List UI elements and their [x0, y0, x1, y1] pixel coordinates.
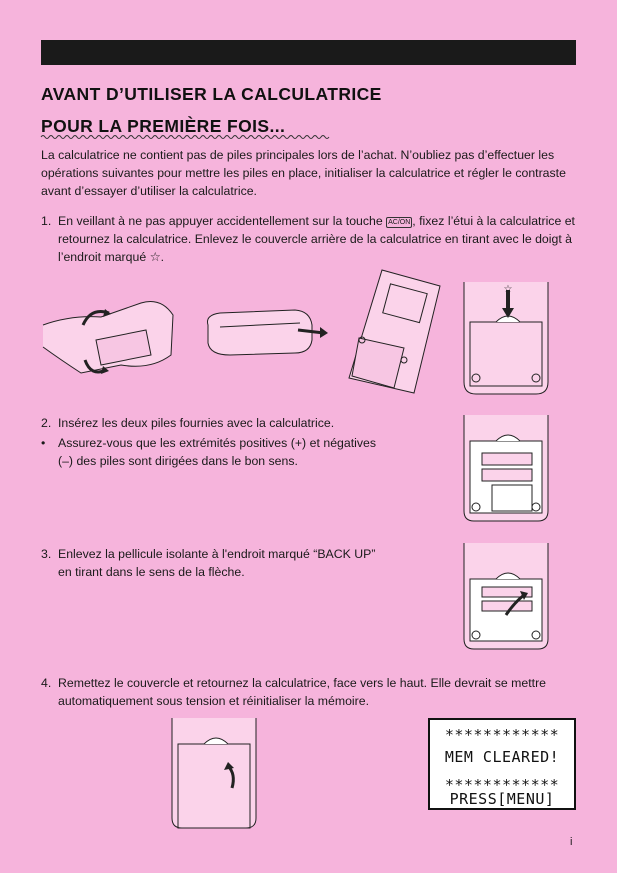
step-text: Insérez les deux piles fournies avec la calculatrice.: [58, 416, 335, 430]
remove-insulation-film-illustration: [462, 543, 552, 651]
step-2: [41, 414, 381, 474]
hands-attaching-case-illustration: [41, 285, 176, 380]
step-text: Enlevez la pellicule isolante à l'endroit marqué “BACK UP” en tirant dans le sens de la flèche.: [58, 547, 376, 579]
step-1: [41, 212, 578, 268]
replace-cover-illustration: [170, 718, 260, 828]
page-number: i: [570, 836, 573, 848]
intro-paragraph: La calculatrice ne contient pas de piles principales lors de l’achat. N’oubliez pas d’effectuer les opérations suivantes pour mettre les piles en place, initialiser la calculatrice et régler le contraste avant d’essayer d’utiliser la calculatrice.: [41, 148, 566, 198]
step-3: [41, 545, 381, 585]
svg-text:☆: ☆: [503, 284, 513, 295]
calculator-in-case-illustration: [200, 305, 330, 360]
display-line-3: ∗∗∗∗∗∗∗∗∗∗∗∗: [444, 773, 560, 791]
step-note: Assurez-vous que les extrémités positives (+) et négatives (–) des piles sont dirigées dans le bon sens.: [58, 436, 376, 468]
page-title-line-2: POUR LA PREMIÈRE FOIS...: [41, 116, 286, 136]
page-title-line-1: AVANT D’UTILISER LA CALCULATRICE: [41, 84, 382, 104]
step-4: [41, 674, 578, 714]
remove-back-cover-illustration: [462, 282, 552, 397]
header-bar: [41, 40, 576, 65]
title-underline: [41, 134, 331, 140]
step-number: 1.: [41, 214, 52, 228]
calculator-back-illustration: [344, 268, 444, 398]
bullet-icon: •: [41, 436, 46, 450]
ac-on-key-icon: AC/ON: [388, 219, 411, 226]
insert-batteries-illustration: [462, 415, 552, 523]
step-text: Remettez le couvercle et retournez la calculatrice, face vers le haut. Elle devrait se mettre automatiquement sous tension et réinitialiser la mémoire.: [58, 676, 546, 708]
step-number: 4.: [41, 676, 52, 690]
display-line-1: ∗∗∗∗∗∗∗∗∗∗∗∗: [444, 723, 560, 741]
calculator-display: [428, 718, 576, 810]
step-number: 2.: [41, 416, 52, 430]
display-line-4: PRESS[MENU]: [449, 790, 555, 808]
step-text: En veillant à ne pas appuyer accidentellement sur la touche AC/ON , fixez l’étui à la calculatrice et retournez la calculatrice. Enlevez le couvercle arrière de la calculatrice en tirant avec le doigt à l’endroit marqué ☆.: [58, 214, 575, 264]
display-line-2: MEM CLEARED!: [444, 748, 560, 766]
step-number: 3.: [41, 547, 52, 561]
